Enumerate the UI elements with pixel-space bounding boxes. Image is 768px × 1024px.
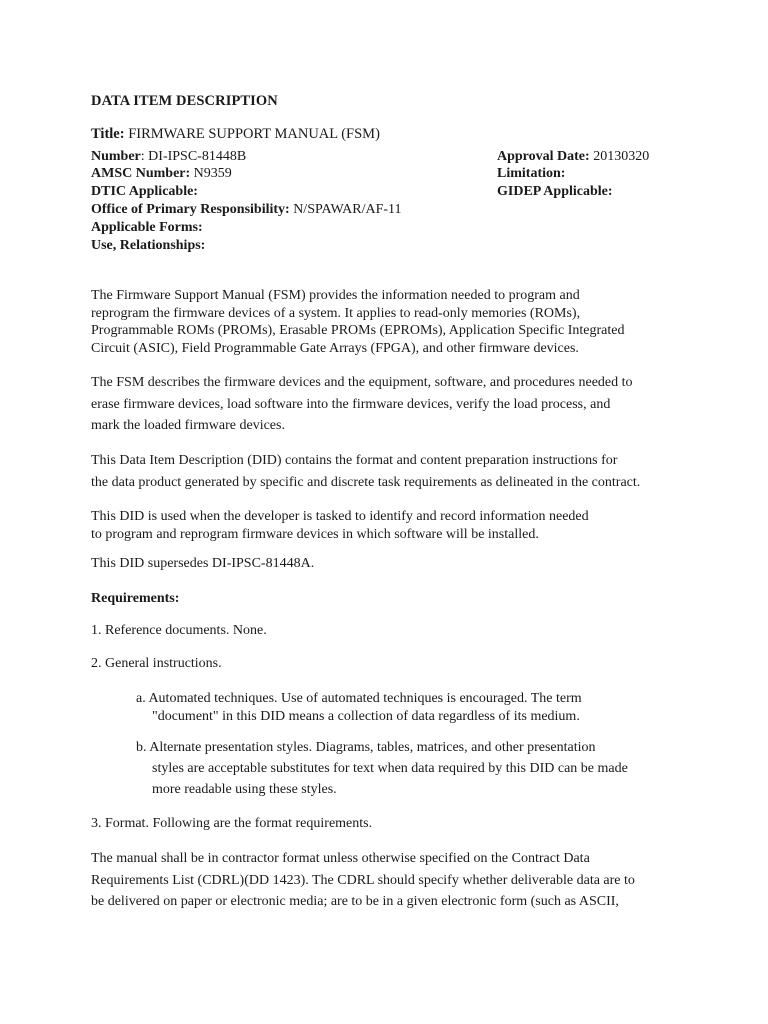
use-row [91,238,205,254]
forms-label: Applicable Forms: [91,220,203,235]
paragraph-line: Requirements List (CDRL)(DD 1423). The CDRL should specify whether deliverable data are to [91,872,635,888]
approval-row [497,149,649,165]
sub-item-line: styles are acceptable substitutes for text when data required by this DID can be made [152,761,628,776]
paragraph-supersedes [91,556,691,572]
paragraph-line: the data product generated by specific and discrete task requirements as delineated in the contract. [91,474,641,490]
limitation-row [497,166,565,182]
sub-item-line: b. Alternate presentation styles. Diagrams, tables, matrices, and other presentation [136,740,596,755]
number-value: : DI-IPSC-81448B [140,149,247,164]
forms-row [91,220,203,236]
paragraph-line: be delivered on paper or electronic media; are to be in a given electronic form (such as ASCII, [91,894,619,909]
requirement-item-2: 2. General instructions. [91,656,222,671]
amsc-value: N9359 [193,166,232,181]
paragraph-fsm-description [91,372,691,437]
amsc-row [91,166,232,182]
paragraph-format [91,848,691,913]
limitation-label: Limitation: [497,166,566,181]
paragraph-line: erase firmware devices, load software into the firmware devices, verify the load process, and [91,396,611,412]
paragraph-line: This DID supersedes DI-IPSC-81448A. [91,556,315,571]
gidep-label: GIDEP Applicable: [497,184,613,199]
paragraph-line: The manual shall be in contractor format unless otherwise specified on the Contract Data [91,851,590,866]
paragraph-line: The Firmware Support Manual (FSM) provides the information needed to program and [91,288,580,303]
sub-item-line: more readable using these styles. [152,782,337,797]
approval-label: Approval Date: [497,149,590,164]
title-label: Title: [91,126,125,142]
opr-row [91,202,402,218]
paragraph-line: reprogram the firmware devices of a system. It applies to read-only memories (ROMs), [91,305,581,321]
paragraph-line: to program and reprogram firmware devices in which software will be installed. [91,526,539,542]
approval-value: 20130320 [593,149,650,164]
paragraph-line: This DID is used when the developer is tasked to identify and record information needed [91,509,589,524]
number-label: Number [91,149,141,164]
requirement-item-1: 1. Reference documents. None. [91,623,267,638]
paragraph-intro [91,287,691,357]
dtic-label: DTIC Applicable: [91,184,198,199]
use-label: Use, Relationships: [91,238,206,253]
sub-item-a [136,688,582,727]
title-value: FIRMWARE SUPPORT MANUAL (FSM) [128,126,380,142]
paragraph-line: mark the loaded firmware devices. [91,418,285,433]
paragraph-line: This Data Item Description (DID) contains the format and content preparation instructions for [91,453,618,468]
requirements-heading: Requirements: [91,591,180,606]
paragraph-line: Circuit (ASIC), Field Programmable Gate Arrays (FPGA), and other firmware devices. [91,340,579,356]
paragraph-line: The FSM describes the firmware devices and the equipment, software, and procedures needed to [91,375,633,390]
gidep-row [497,184,613,200]
document-heading: DATA ITEM DESCRIPTION [91,93,278,109]
dtic-row [91,184,198,200]
paragraph-did-usage [91,508,691,543]
sub-item-line: "document" in this DID means a collection of data regardless of its medium. [152,709,580,724]
opr-value: N/SPAWAR/AF-11 [293,202,402,217]
amsc-label: AMSC Number: [91,166,191,181]
number-row [91,149,246,165]
paragraph-did-contents [91,450,691,493]
requirement-item-3: 3. Format. Following are the format requirements. [91,816,373,831]
sub-item-line: a. Automated techniques. Use of automated techniques is encouraged. The term [136,691,582,706]
title-row [91,126,380,143]
paragraph-line: Programmable ROMs (PROMs), Erasable PROMs (EPROMs), Application Specific Integrated [91,323,625,338]
sub-item-b [136,737,628,800]
opr-label: Office of Primary Responsibility: [91,202,290,217]
